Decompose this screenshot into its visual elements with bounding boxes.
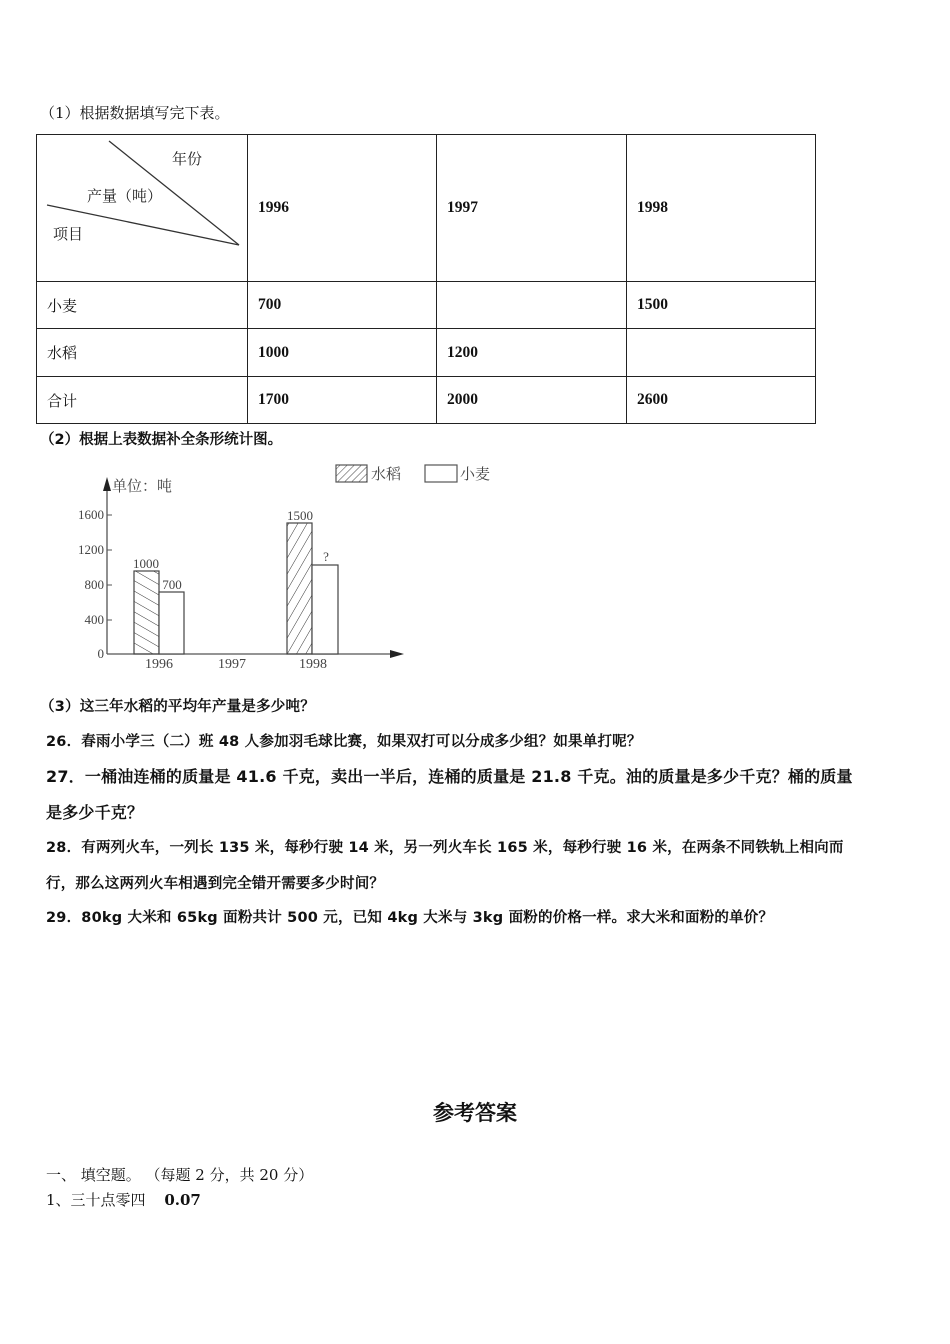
bar-label: 1000	[133, 556, 159, 571]
bar-wheat-1996	[159, 592, 184, 654]
legend-swatch-wheat	[425, 465, 457, 482]
bar-rice-1998	[287, 523, 312, 654]
question-29: 29．80kg 大米和 65kg 面粉共计 500 元，已知 4kg 大米与 3kg 面粉的价格一样。求大米和面粉的单价？	[46, 910, 774, 926]
question-27-line1: 27．一桶油连桶的质量是 41.6 千克，卖出一半后，连桶的质量是 21.8 千克。油的质量是多少千克？桶的质量	[46, 767, 853, 786]
table-cell: 1700	[248, 377, 437, 424]
y-tick-label: 1200	[78, 542, 104, 557]
bar-label-question: ?	[323, 549, 329, 564]
part1-instruction: （1）根据数据填写完下表。	[40, 104, 230, 122]
answers-title: 参考答案	[433, 1101, 517, 1125]
production-table	[36, 134, 816, 424]
row-label: 小麦	[37, 282, 248, 329]
question-28-line1: 28．有两列火车，一列长 135 米，每秒行驶 14 米，另一列火车长 165 米，每秒行驶 16 米，在两条不同铁轨上相向而	[46, 840, 844, 856]
table-row-total	[37, 377, 816, 424]
corner-item-label: 项目	[53, 225, 84, 243]
header-year-1997: 1997	[437, 135, 627, 282]
row-label: 合计	[37, 377, 248, 424]
y-axis-unit-label: 单位：吨	[112, 477, 173, 495]
bar-chart-svg	[60, 455, 520, 685]
bar-chart	[60, 455, 520, 685]
y-axis-arrow-icon	[103, 477, 111, 491]
table-cell: 700	[248, 282, 437, 329]
part3-question: （3）这三年水稻的平均年产量是多少吨？	[40, 699, 315, 715]
question-28-line2: 行，那么这两列火车相遇到完全错开需要多少时间？	[46, 876, 385, 892]
y-tick-label: 0	[97, 646, 104, 661]
x-tick-label: 1996	[145, 657, 173, 672]
x-tick-label: 1998	[299, 657, 327, 672]
bar-label: 700	[162, 577, 182, 592]
row-label: 水稻	[37, 329, 248, 377]
legend-label-wheat: 小麦	[460, 465, 491, 483]
corner-output-label: 产量（吨）	[87, 187, 163, 205]
bar-wheat-1998	[312, 565, 338, 654]
x-axis-arrow-icon	[390, 650, 404, 658]
y-tick-label: 400	[84, 612, 104, 627]
table-row-wheat	[37, 282, 816, 329]
bar-label: 1500	[287, 508, 313, 523]
diagonal-lines	[37, 135, 248, 282]
table-cell: 2000	[437, 377, 627, 424]
question-27-line2: 是多少千克？	[46, 803, 144, 822]
legend-label-rice: 水稻	[371, 465, 402, 483]
answers-section-1: 一、 填空题。 （每题 2 分，共 20 分）	[46, 1166, 314, 1184]
answer-item-1-value: 0.07	[164, 1191, 201, 1209]
corner-year-label: 年份	[172, 150, 203, 168]
table-row-rice	[37, 329, 816, 377]
table-cell: 1500	[627, 282, 816, 329]
table-cell-blank	[437, 282, 627, 329]
bar-rice-1996	[134, 571, 159, 654]
answer-item-1	[46, 1189, 201, 1210]
chart-legend	[336, 465, 490, 483]
table-cell: 1000	[248, 329, 437, 377]
legend-swatch-rice	[336, 465, 367, 482]
table-cell: 2600	[627, 377, 816, 424]
header-year-1996: 1996	[248, 135, 437, 282]
x-tick-labels	[145, 657, 327, 672]
table-corner-cell	[37, 135, 248, 282]
y-tick-label: 800	[84, 577, 104, 592]
header-year-1998: 1998	[627, 135, 816, 282]
table-cell-blank	[627, 329, 816, 377]
part2-instruction: （2）根据上表数据补全条形统计图。	[40, 432, 283, 448]
answer-item-1-label: 1、三十点零四	[46, 1191, 146, 1209]
x-tick-label: 1997	[218, 657, 246, 672]
table-cell: 1200	[437, 329, 627, 377]
question-26: 26．春雨小学三（二）班 48 人参加羽毛球比赛，如果双打可以分成多少组？如果单打呢？	[46, 734, 642, 750]
table-header-row	[37, 135, 816, 282]
y-tick-label: 1600	[78, 507, 104, 522]
